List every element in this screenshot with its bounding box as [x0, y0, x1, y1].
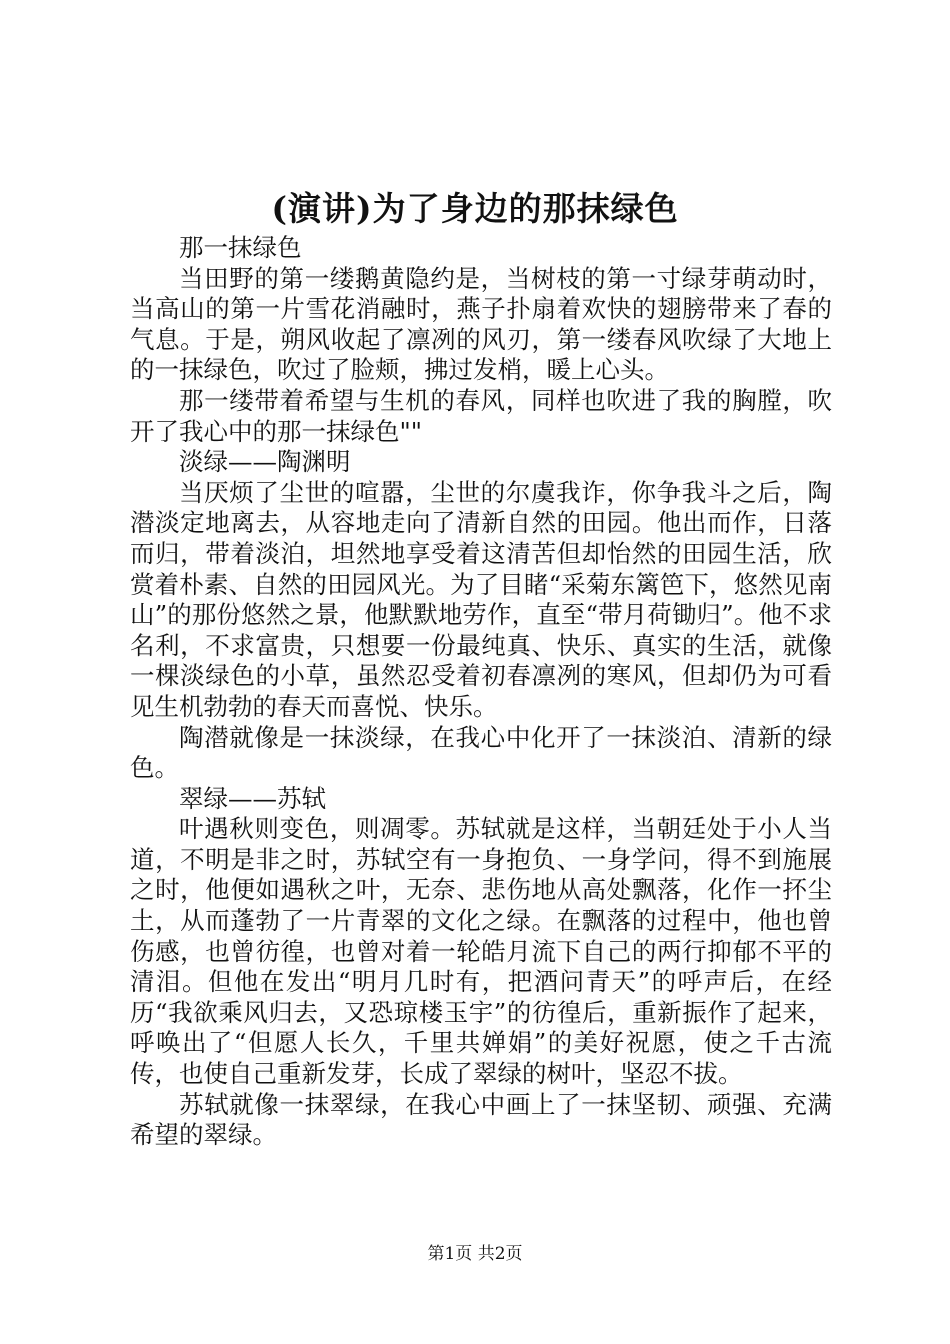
paragraph: 苏轼就像一抹翠绿，在我心中画上了一抹坚韧、顽强、充满希望的翠绿。 [130, 1089, 832, 1150]
section-heading: 那一抹绿色 [179, 233, 302, 262]
page-footer: 第1页 共2页 [427, 1244, 523, 1264]
document-body [130, 233, 832, 1151]
paragraph: 当田野的第一缕鹅黄隐约是，当树枝的第一寸绿芽萌动时，当高山的第一片雪花消融时，燕子扑扇着欢快的翅膀带来了春的气息。于是，朔风收起了凛冽的风刃，第一缕春风吹绿了大地上的一抹绿色，吹过了脸颊，拂过发梢，暖上心头。 [130, 263, 832, 385]
paragraph: 那一缕带着希望与生机的春风，同样也吹进了我的胸膛，吹开了我心中的那一抹绿色"" [130, 385, 832, 446]
section-heading: 淡绿——陶渊明 [179, 447, 351, 477]
section-heading: 翠绿——苏轼 [179, 783, 326, 813]
paragraph: 陶潜就像是一抹淡绿，在我心中化开了一抹淡泊、清新的绿色。 [130, 722, 832, 783]
paragraph: 叶遇秋则变色，则凋零。苏轼就是这样，当朝廷处于小人当道，不明是非之时，苏轼空有一身抱负、一身学问，得不到施展之时，他便如遇秋之叶，无奈、悲伤地从高处飘落，化作一抔尘土，从而蓬勃了一片青翠的文化之绿。在飘落的过程中，他也曾伤感，也曾彷徨，也曾对着一轮皓月流下自己的两行抑郁不平的清泪。但他在发出“明月几时有，把酒问青天”的呼声后，在经历“我欲乘风归去，又恐琼楼玉宇”的彷徨后，重新振作了起来，呼唤出了“但愿人长久，千里共婵娟”的美好祝愿，使之千古流传，也使自己重新发芽，长成了翠绿的树叶，坚忍不拔。 [130, 814, 832, 1089]
document-title: (演讲)为了身边的那抹绿色 [271, 189, 679, 228]
paragraph: 当厌烦了尘世的喧嚣，尘世的尔虞我诈，你争我斗之后，陶潜淡定地离去，从容地走向了清新自然的田园。他出而作，日落而归，带着淡泊，坦然地享受着这清苦但却怡然的田园生活，欣赏着朴素、自然的田园风光。为了目睹“采菊东篱笆下，悠然见南山”的那份悠然之景，他默默地劳作，直至“带月荷锄归”。他不求名利，不求富贵，只想要一份最纯真、快乐、真实的生活，就像一棵淡绿色的小草，虽然忍受着初春凛冽的寒风，但却仍为可看见生机勃勃的春天而喜悦、快乐。 [130, 477, 832, 721]
